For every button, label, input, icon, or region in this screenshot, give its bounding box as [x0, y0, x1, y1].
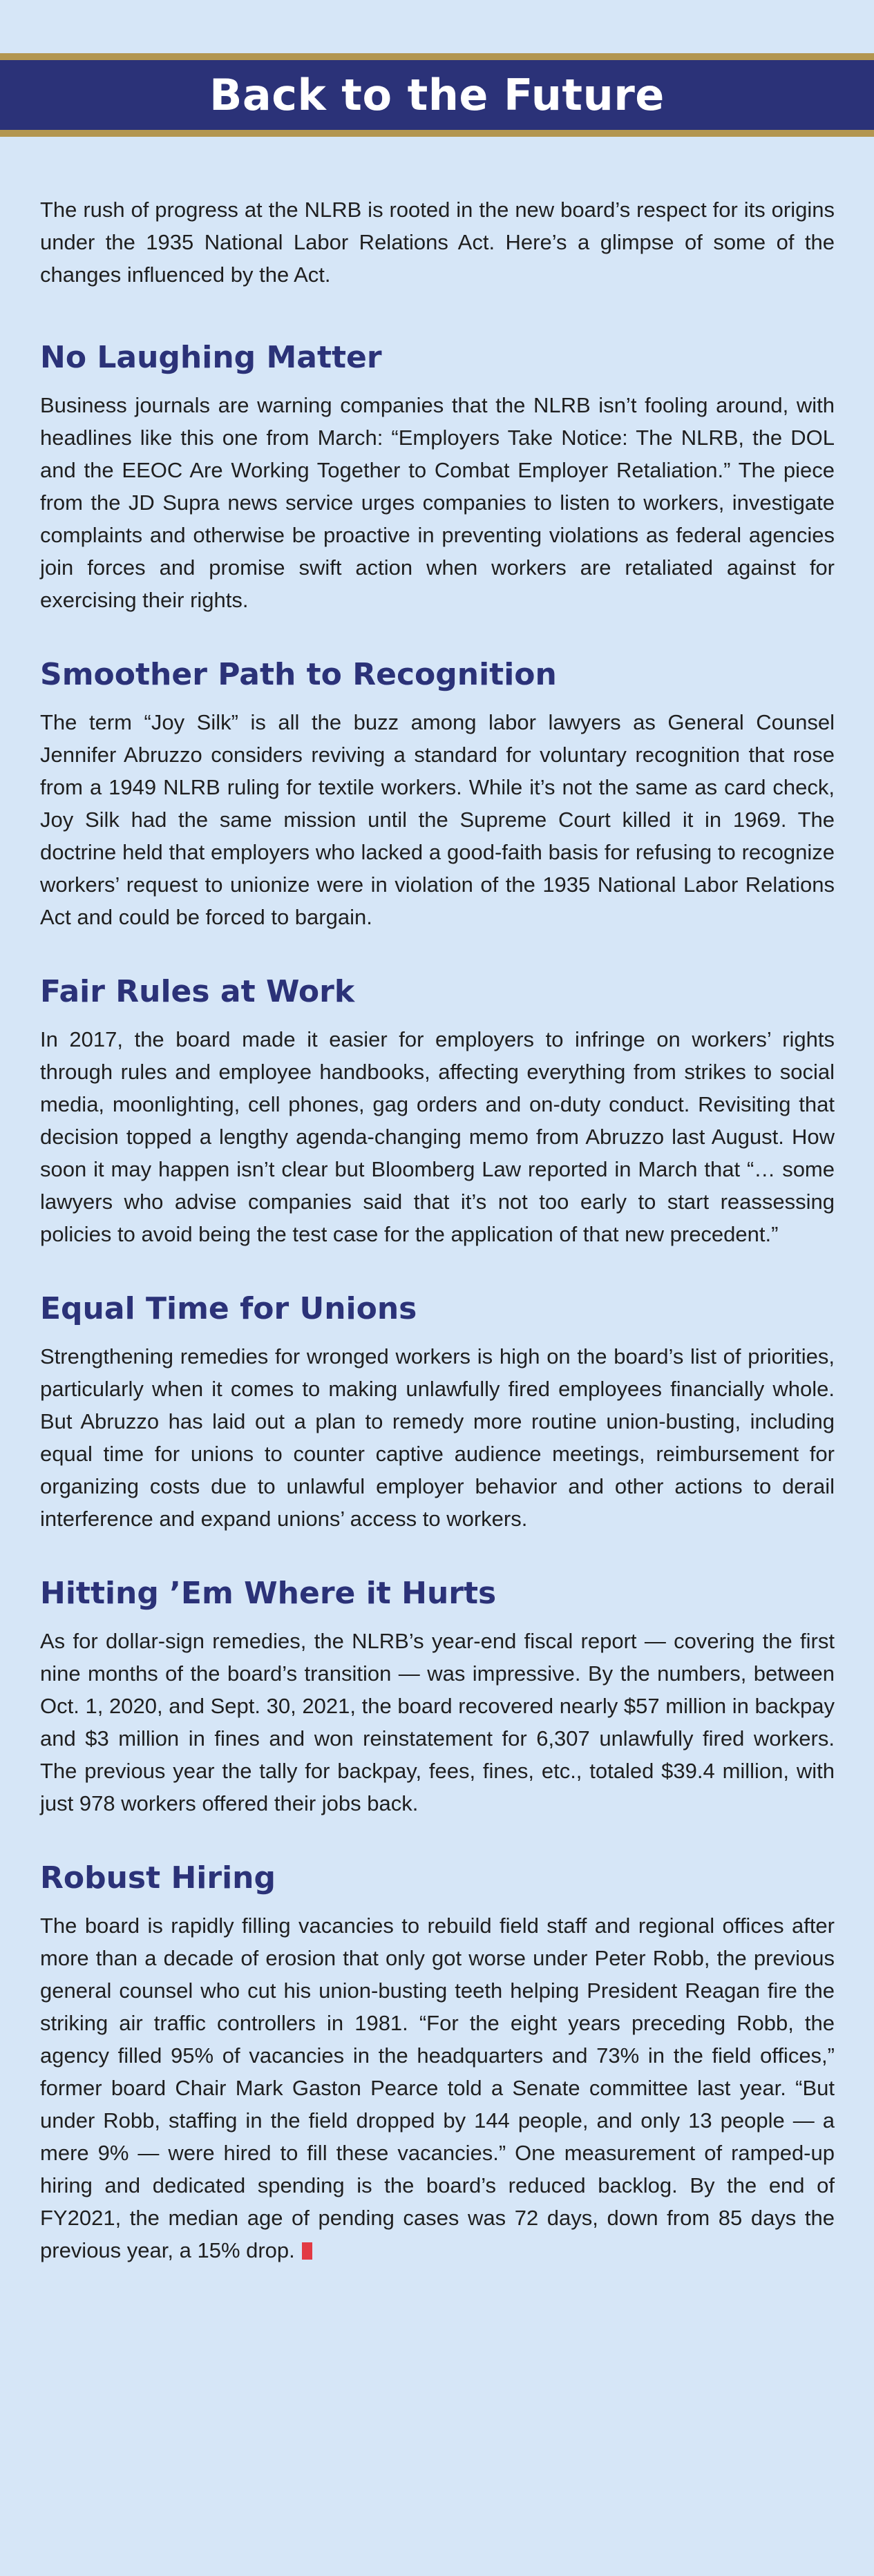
section-heading: Equal Time for Unions [40, 1291, 417, 1326]
page-title: Back to the Future [209, 70, 665, 120]
section-heading: Hitting ’Em Where it Hurts [40, 1576, 497, 1611]
end-of-article-mark [302, 2242, 312, 2260]
section-body: Strengthening remedies for wronged workers is high on the board’s list of priorities, particularly when it comes to making unlawfully fired employees financially whole. But Abruzzo has laid out a plan to remedy more routine union-busting, including equal time for unions to counter captive audience meetings, reimbursement for organizing costs due to unlawful employer behavior and other actions to derail interference and expand unions’ access to workers. [40, 1344, 835, 1531]
section-heading: Robust Hiring [40, 1860, 276, 1896]
section-robust-hiring [40, 1860, 835, 2267]
article-body [40, 193, 835, 2307]
section-equal-time [40, 1290, 835, 1535]
section-heading: Fair Rules at Work [40, 974, 355, 1009]
section-body: In 2017, the board made it easier for employers to infringe on workers’ rights through rules and employee handbooks, affecting everything from strikes to social media, moonlighting, cell phones, gag orders and on-duty conduct. Revisiting that decision topped a lengthy agenda-changing memo from Abruzzo last August. How soon it may happen isn’t clear but Bloomberg Law reported in March that “… some lawyers who advise companies said that it’s not too early to start reassessing policies to avoid being the test case for the application of that new precedent.” [40, 1027, 835, 1246]
section-fair-rules [40, 973, 835, 1250]
section-heading: No Laughing Matter [40, 340, 382, 375]
section-smoother-path [40, 656, 835, 933]
section-hitting-em [40, 1575, 835, 1820]
intro-paragraph: The rush of progress at the NLRB is rooted in the new board’s respect for its origins under the 1935 National Labor Relations Act. Here’s a glimpse of some of the changes influenced by the Act. [40, 198, 835, 287]
section-no-laughing-matter [40, 339, 835, 616]
section-body: Business journals are warning companies that the NLRB isn’t fooling around, with headlines like this one from March: “Employers Take Notice: The NLRB, the DOL and the EEOC Are Working Together to Combat Employer Retaliation.” The piece from the JD Supra news service urges companies to listen to workers, investigate complaints and otherwise be proactive in preventing violations as federal agencies join forces and promise swift action when workers are retaliated against for exercising their rights. [40, 393, 835, 612]
section-body: The board is rapidly filling vacancies to rebuild field staff and regional offices after more than a decade of erosion that only got worse under Peter Robb, the previous general counsel who cut his union-busting teeth helping President Reagan fire the striking air traffic controllers in 1981. “For the eight years preceding Robb, the agency filled 95% of vacancies in the headquarters and 73% in the field offices,” former board Chair Mark Gaston Pearce told a Senate committee last year. “But under Robb, staffing in the field dropped by 144 people, and only 13 people — a mere 9% — were hired to fill these vacancies.” One measurement of ramped-up hiring and dedicated spending is the board’s reduced backlog. By the end of FY2021, the median age of pending cases was 72 days, down from 85 days the previous year, a 15% drop. [40, 1914, 835, 2262]
section-body-container [40, 1909, 835, 2267]
title-banner [0, 53, 874, 137]
section-body: The term “Joy Silk” is all the buzz among labor lawyers as General Counsel Jennifer Abruzzo considers reviving a standard for voluntary recognition that rose from a 1949 NLRB ruling for textile workers. While it’s not the same as card check, Joy Silk had the same mission until the Supreme Court killed it in 1969. The doctrine held that employers who lacked a good-faith basis for refusing to recognize workers’ request to unionize were in violation of the 1935 National Labor Relations Act and could be forced to bargain. [40, 710, 835, 929]
section-heading: Smoother Path to Recognition [40, 657, 557, 692]
section-body: As for dollar-sign remedies, the NLRB’s year-end fiscal report — covering the first nine months of the board’s transition — was impressive. By the numbers, between Oct. 1, 2020, and Sept. 30, 2021, the board recovered nearly $57 million in backpay and $3 million in fines and won reinstatement for 6,307 unlawfully fired workers. The previous year the tally for backpay, fees, fines, etc., totaled $39.4 million, with just 978 workers offered their jobs back. [40, 1629, 835, 1815]
